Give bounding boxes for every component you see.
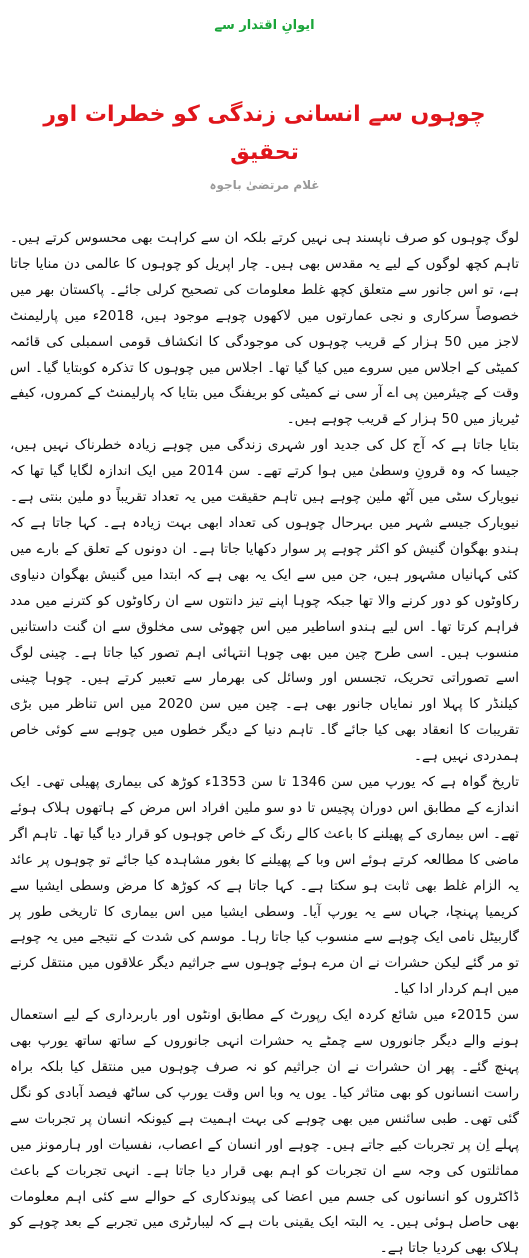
article-author: غلام مرتضیٰ باجوہ [209,178,320,192]
article-title: چوہوں سے انسانی زندگی کو خطرات اور تحقیق [43,102,486,165]
article-body [10,226,519,1258]
section-source-label: ایوانِ اقتدار سے [214,18,315,33]
article-paragraph: بتایا جاتا ہے کہ آج کل کی جدید اور شہری زندگی میں چوہے زیادہ خطرناک نہیں ہیں، جیسا کہ وہ قرونِ وسطیٰ میں ہوا کرتے تھے۔ سن 2014 میں ایک اندازہ لگایا گیا تھا کہ نیویارک سٹی میں آٹھ ملین چوہے ہیں تاہم حقیقت میں یہ تعداد تقریباً دو ملین بنتی ہے۔ نیویارک جیسے شہر میں بہرحال چوہوں کی تعداد ابھی بہت زیادہ ہے۔ کہا جاتا ہے کہ ہندو بھگوان گنیش کو اکثر چوہے پر سوار دکھایا جاتا ہے۔ ان دونوں کے تعلق کے بارے میں کئی کہانیاں مشہور ہیں، جن میں سے ایک یہ بھی ہے کہ ابتدا میں گنیش بھگوان دنیاوی رکاوٹوں کو دور کرنے والا تھا جبکہ چوہا اپنے تیز دانتوں سے ان رکاوٹوں کو کترنے میں مدد فراہم کرتا تھا۔ اس لیے ہندو اساطیر میں اس چھوٹی سی مخلوق سے ان گنت داستانیں منسوب ہیں۔ اسی طرح چین میں بھی چوہا انتہائی اہم تصور کیا جاتا ہے۔ چینی لوگ اسے تصوراتی تحریک، تجسس اور وسائل کی بھرمار سے تعبیر کرتے ہیں۔ چوہا چینی کیلنڈر کا پہلا اور نمایاں جانور بھی ہے۔ چین میں سن 2020 میں اس تناظر میں بڑی تقریبات کا انعقاد بھی کیا جائے گا۔ تاہم دنیا کے دیگر خطوں میں چوہے سے کوئی خاص ہمدردی نہیں ہے۔ [10,437,519,765]
article-paragraph: سن 2015ء میں شائع کردہ ایک رپورٹ کے مطابق اونٹوں اور باربرداری کے لیے استعمال ہونے والے دیگر جانوروں سے چمٹے یہ حشرات انہی جانوروں کے ساتھ ساتھ یورپ بھی پہنچ گئے۔ پھر ان حشرات نے ان جراثیم کو نہ صرف چوہوں میں منتقل کیا بلکہ براہ راست انسانوں کو بھی متاثر کیا۔ یوں یہ وبا اس وقت یورپ کی ساٹھ فیصد آبادی کو نگل گئی تھی۔ طبی سائنس میں بھی چوہے کی بہت اہمیت ہے کیونکہ انسان پر تجربات سے پہلے اِن پر تجربات کیے جاتے ہیں۔ چوہے اور انسان کے اعصاب، نفسیات اور ہارمونز میں مماثلتوں کی وجہ سے ان تجربات کو اہم بھی قرار دیا جاتا ہے۔ انہی تجربات کے باعث ڈاکٹروں کو انسانوں کی جسم میں اعضا کی پیوندکاری کے حوالے سے کئی اہم معلومات بھی حاصل ہوئی ہیں۔ یہ البتہ ایک یقینی بات ہے کہ لیبارٹری میں تجربے کے بعد چوہے کو ہلاک بھی کردیا جاتا ہے۔ [10,1007,519,1257]
article-paragraph: تاریخ گواہ ہے کہ یورپ میں سن 1346 تا سن 1353ء کوڑھ کی بیماری پھیلی تھی۔ ایک اندازے کے مطابق اس دوران پچیس تا دو سو ملین افراد اس مرض کے ہاتھوں ہلاک ہوئے تھے۔ اس بیماری کے پھیلنے کا باعث کالے رنگ کے خاص چوہوں کو قرار دیا گیا تھا۔ تاہم اگر ماضی کا مطالعہ کرتے ہوئے اس وبا کے پھیلنے کا بغور مشاہدہ کیا جائے تو چوہوں پر عائد یہ الزام غلط بھی ثابت ہو سکتا ہے۔ کہا جاتا ہے کہ کوڑھ کا مرض وسطی ایشیا سے کریمیا پہنچا، جہاں سے یہ یورپ آیا۔ وسطی ایشیا میں اس بیماری کا تاریخی طور پر گاربیٹل نامی ایک چوہے سے منسوب کیا جاتا رہا۔ موسم کی شدت کے نتیجے میں یہ چوہے تو مر گئے لیکن حشرات نے ان مرے ہوئے چوہوں سے جراثیم دیگر علاقوں میں منتقل کرنے میں اہم کردار ادا کیا۔ [10,774,519,998]
article-paragraph: لوگ چوہوں کو صرف ناپسند ہی نہیں کرتے بلکہ ان سے کراہت بھی محسوس کرتے ہیں۔ تاہم کچھ لوگوں کے لیے یہ مقدس بھی ہیں۔ چار اپریل کو چوہوں کا عالمی دن منایا جاتا ہے، تو اس جانور سے متعلق کچھ غلط معلومات کی تصحیح کرلی جائے۔ پاکستان بھر میں خصوصاً سرکاری و نجی عمارتوں میں لاکھوں چوہے موجود ہیں، 2018ء میں پارلیمنٹ لاجز میں 50 ہزار کے قریب چوہوں کی موجودگی کا انکشاف قومی اسمبلی کی قائمہ کمیٹی کے اجلاس میں سروے میں کیا گیا تھا۔ اجلاس میں چوہوں کا تذکرہ کوبتایا گیا۔ اس وقت کے چیئرمین پی اے آر سی نے کمیٹی کو بریفنگ میں بتایا کہ پارلیمنٹ کے کمروں، کیفے ٹیریاز میں 50 ہزار کے قریب چوہے ہیں۔ [10,230,520,428]
